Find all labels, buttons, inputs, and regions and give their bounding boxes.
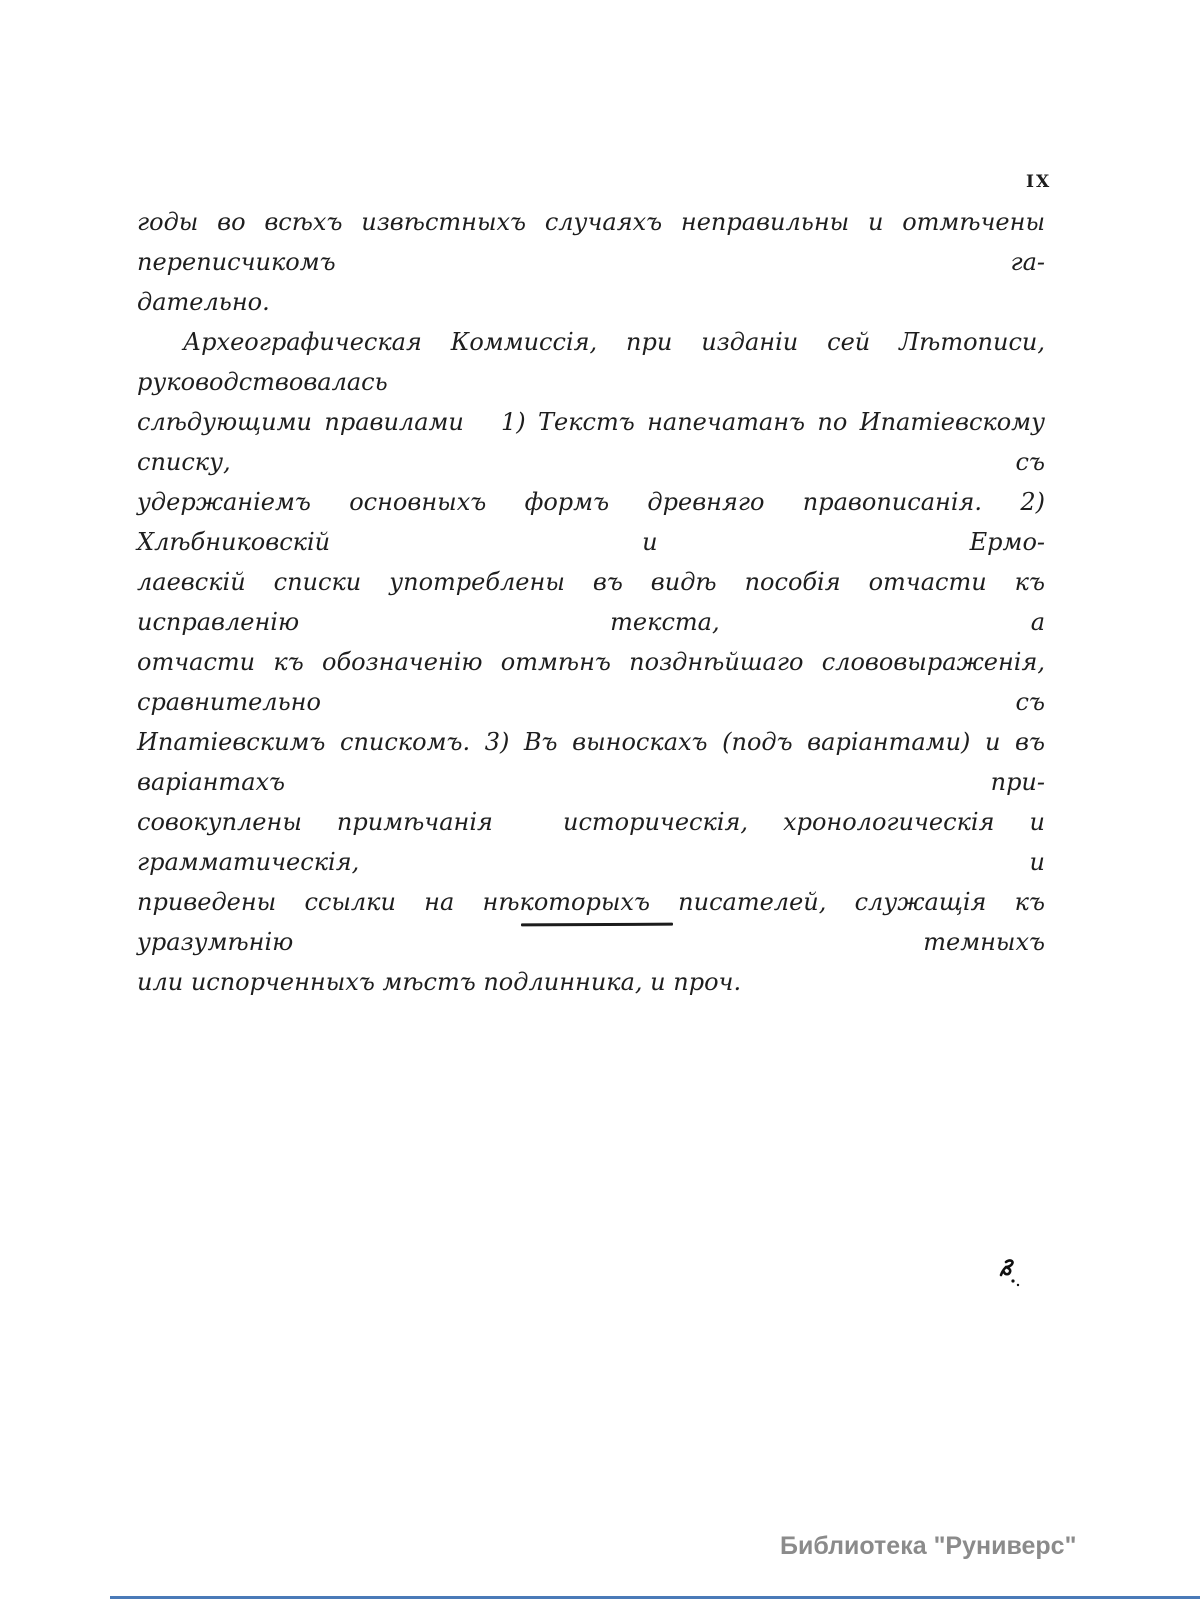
text-line: дательно.: [137, 288, 270, 316]
text-line: совокуплены примѣчанія историческія, хронологическія и грамматическія, и: [137, 808, 1045, 876]
text-line: Археографическая Коммиссія, при изданіи сей Лѣтописи, руководствовалась: [137, 328, 1045, 396]
text-line: Ипатіевскимъ спискомъ. 3) Въ выноскахъ (подъ варіантами) и въ варіантахъ при-: [137, 728, 1045, 796]
paragraph-continuation: [137, 202, 1045, 322]
text-line: лаевскій списки употреблены въ видѣ пособія отчасти къ исправленію текста, а: [137, 568, 1045, 636]
text-line: или испорченныхъ мѣстъ подлинника, и проч.: [137, 968, 742, 996]
text-line: слѣдующими правилами 1) Текстъ напечатанъ по Ипатіевскому списку, съ: [137, 408, 1045, 476]
text-line: отчасти къ обозначенію отмѣнъ позднѣйшаго слововыраженія, сравнительно съ: [137, 648, 1045, 716]
runivers-watermark: Библиотека "Руниверс": [780, 1532, 1077, 1560]
text-line: годы во всѣхъ извѣстныхъ случаяхъ неправильны и отмѣчены переписчикомъ га-: [137, 208, 1045, 276]
text-line: приведены ссылки на нѣкоторыхъ писателей, служащія къ уразумѣнію темныхъ: [137, 888, 1045, 956]
paragraph-commission-rules: [137, 322, 1045, 1002]
page-number: IX: [1026, 172, 1052, 192]
ink-blot: [997, 1257, 1023, 1289]
text-line: удержаніемъ основныхъ формъ древняго правописанія. 2) Хлѣбниковскій и Ермо-: [137, 488, 1045, 556]
